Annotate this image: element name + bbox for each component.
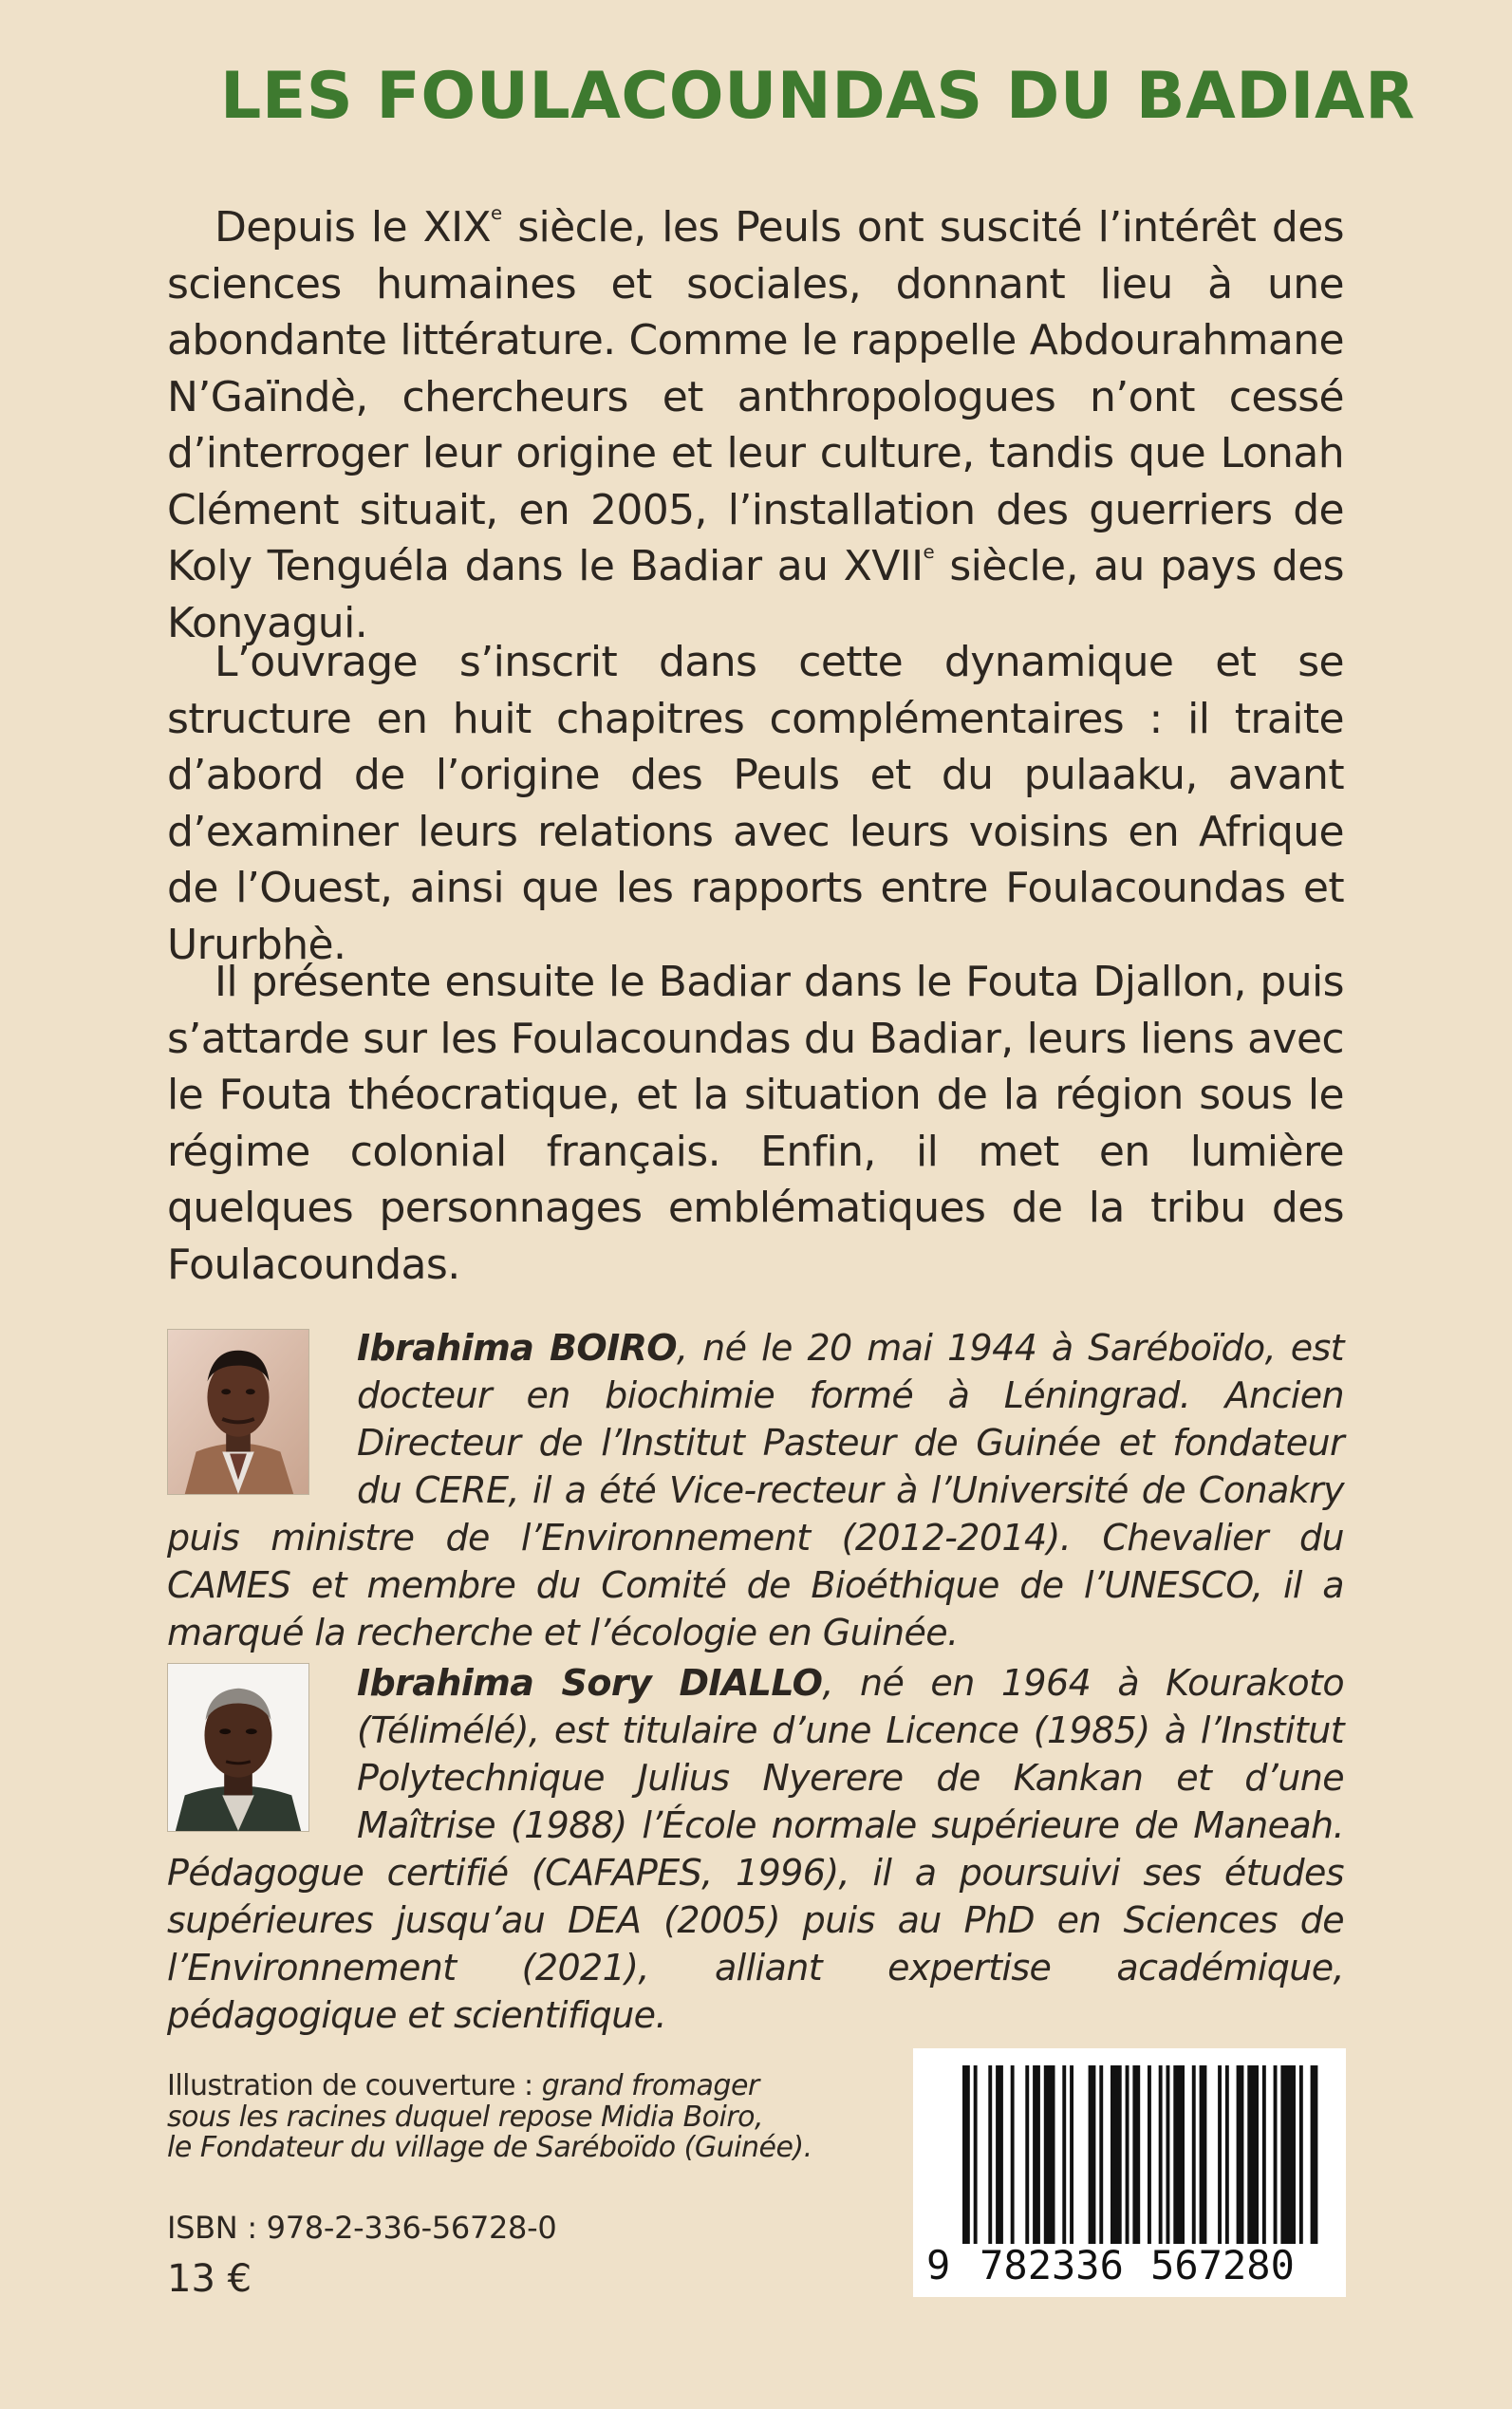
cover-credit: Illustration de couverture : grand fromager sous les racines duquel repose Midia Boiro, le Fondateur du village de Saréboïdo (Guinée). [167,2069,812,2164]
author-name-1: Ibrahima BOIRO [357,1327,678,1369]
author-photo-boiro [167,1329,309,1495]
summary-paragraph-1: Depuis le XIXe siècle, les Peuls ont suscité l’intérêt des sciences humaines et sociales, donnant lieu à une abondante littérature. Comme le rappelle Abdourahmane N’Gaïndè, chercheurs et anthropologues n’ont cessé d’interroger leur origine et leur culture, tandis que Lonah Clément situait, en 2005, l’installation des guerriers de Koly Tenguéla dans le Badiar au XVIIe siècle, au pays des Konyagui. [167,202,1344,647]
barcode-bar [1200,2065,1207,2244]
barcode [913,2048,1346,2297]
barcode-bar [1033,2065,1040,2244]
book-title: LES FOULACOUNDAS DU BADIAR [220,59,1415,134]
author-bio-1 [167,1324,1344,1656]
barcode-bar [1044,2065,1055,2244]
barcode-digit-first: 9 [926,2242,951,2288]
barcode-digits-left: 782336 [980,2242,1124,2288]
author-bio-text-1: , né le 20 mai 1944 à Saréboïdo, est docteur en biochimie formé à Léningrad. Ancien Directeur de l’Institut Pasteur de Guinée et fondateur du CERE, il a été Vice-recteur à l’Université de Conakry puis ministre de l’Environnement (2012-2014). Chevalier du CAMES et membre du Comité de Bioéthique de l’UNESCO, il a marqué la recherche et l’écologie en Guinée. [167,1327,1344,1653]
barcode-bar [1173,2065,1185,2244]
barcode-bar [1192,2065,1196,2244]
barcode-bar [962,2065,970,2244]
barcode-bar [1237,2065,1244,2244]
price: 13 € [167,2257,252,2301]
barcode-bar [1099,2065,1103,2244]
barcode-bar [1274,2065,1278,2244]
barcode-bar [1070,2065,1073,2244]
barcode-bar [1225,2065,1229,2244]
barcode-bar [1126,2065,1129,2244]
author-bio-text-2: , né en 1964 à Kourakoto (Télimélé), est titulaire d’une Licence (1985) à l’Institut Polytechnique Julius Nyerere de Kankan et d’une Maîtrise (1988) l’École normale supérieure de Maneah. Pédagogue certifié (CAFAPES, 1996), il a poursuivi ses études supérieures jusqu’au DEA (2005) puis au PhD en Sciences de l’Environnement (2021), alliant expertise académique, pédagogique et scientifique. [167,1662,1344,2036]
summary-paragraph-3: Il présente ensuite le Badiar dans le Fouta Djallon, puis s’attarde sur les Foulacoundas du Badiar, leurs liens avec le Fouta théocratique, et la situation de la région sous le régime colonial français. Enfin, il met en lumière quelques personnages emblématiques de la tribu des Foulacoundas. [167,958,1344,1289]
barcode-bar [1025,2065,1029,2244]
summary-paragraph-2: L’ouvrage s’inscrit dans cette dynamique et se structure en huit chapitres complémentaires : il traite d’abord de l’origine des Peuls et du pulaaku, avant d’examiner leurs relations avec leurs voisins en Afrique de l’Ouest, ainsi que les rapports entre Foulacoundas et Ururbhè. [167,638,1344,969]
barcode-bar [1132,2065,1140,2244]
barcode-bar [1111,2065,1122,2244]
barcode-bar [1062,2065,1066,2244]
barcode-bar [988,2065,992,2244]
barcode-bar [1167,2065,1170,2244]
isbn: ISBN : 978-2-336-56728-0 [167,2210,557,2246]
barcode-bars [962,2065,1317,2244]
barcode-bar [1089,2065,1096,2244]
barcode-bar [1011,2065,1015,2244]
author-photo-diallo [167,1663,309,1832]
barcode-bar [1280,2065,1296,2244]
barcode-bar [996,2065,1003,2244]
barcode-digits-right: 567280 [1150,2242,1295,2288]
barcode-bar [1299,2065,1303,2244]
barcode-bar [1159,2065,1163,2244]
barcode-bar [974,2065,978,2244]
author-bio-2 [167,1659,1344,2039]
barcode-bar [1148,2065,1151,2244]
author-name-2: Ibrahima Sory DIALLO [357,1662,823,1704]
barcode-bar [1218,2065,1222,2244]
barcode-graphic [913,2048,1346,2297]
barcode-bar [1247,2065,1259,2244]
barcode-bar [1311,2065,1318,2244]
barcode-bar [1262,2065,1266,2244]
